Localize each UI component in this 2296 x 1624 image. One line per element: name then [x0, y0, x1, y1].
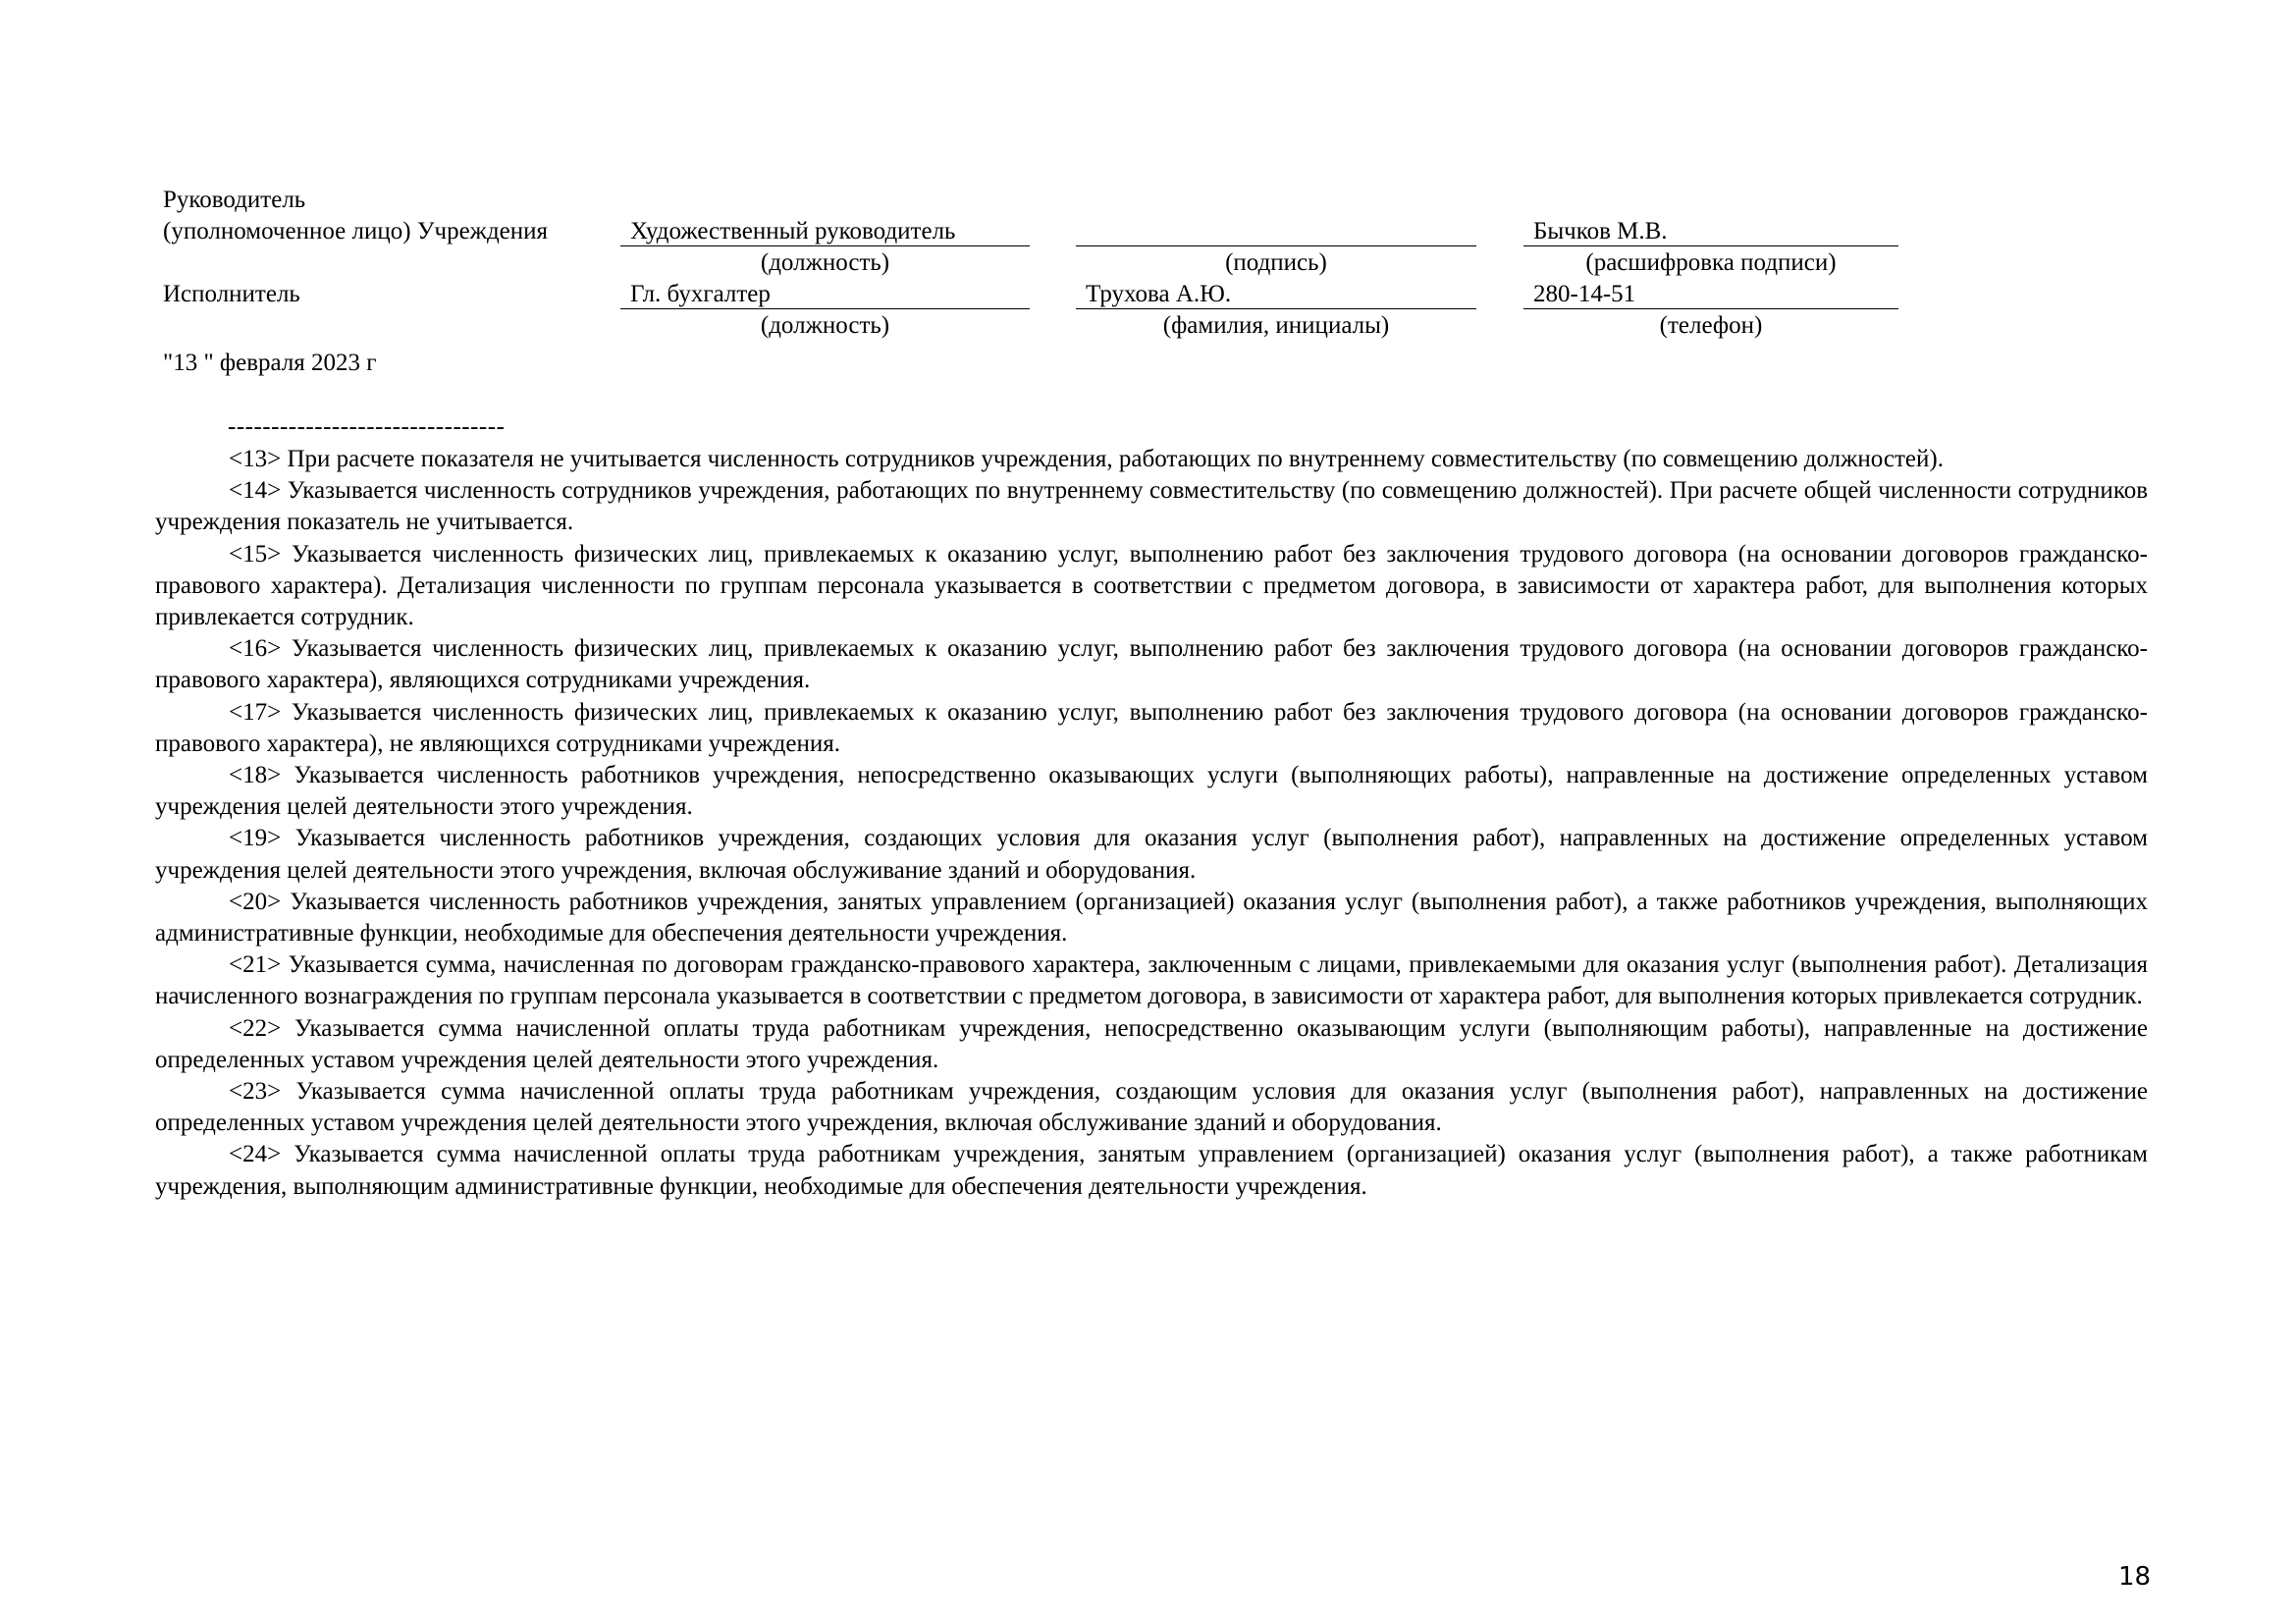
footnote-20: <20> Указывается численность работников учреждения, занятых управлением (организацией) оказания услуг (выполнения работ), а также работников учреждения, выполняющих административные функции, необходимые для обеспечения деятельности учреждения. — [155, 888, 2148, 947]
footnote-16: <16> Указывается численность физических лиц, привлекаемых к оказанию услуг, выполнению работ без заключения трудового договора (на основании договоров гражданско-правового характера), являющихся сотрудниками учреждения. — [155, 635, 2148, 694]
document-date: "13 " февраля 2023 г — [163, 350, 377, 376]
footnote-18: <18> Указывается численность работников учреждения, непосредственно оказывающих услуги (выполняющих работы), направленные на достижение определенных уставом учреждения целей деятельности этого учреждения. — [155, 762, 2148, 821]
footnote-19: <19> Указывается численность работников учреждения, создающих условия для оказания услуг (выполнения работ), направленных на достижение определенных уставом учреждения целей деятельности этого учреждения, включая обслуживание зданий и оборудования. — [155, 825, 2148, 884]
signature-block — [163, 185, 1910, 342]
executor-row — [163, 279, 1910, 310]
footnote-14: <14> Указывается численность сотрудников учреждения, работающих по внутреннему совместительству (по совмещению должностей). При расчете общей численности сотрудников учреждения показатель не учитывается. — [155, 477, 2148, 536]
head-label-line2: (уполномоченное лицо) Учреждения — [163, 218, 549, 244]
head-row — [163, 216, 1910, 247]
footnotes — [155, 444, 2148, 1203]
footnote-17: <17> Указывается численность физических лиц, привлекаемых к оказанию услуг, выполнению работ без заключения трудового договора (на основании договоров гражданско-правового характера), не являющихся сотрудниками учреждения. — [155, 698, 2148, 757]
executor-captions-row — [163, 310, 1910, 342]
footnote-15: <15> Указывается численность физических лиц, привлекаемых к оказанию услуг, выполнению работ без заключения трудового договора (на основании договоров гражданско-правового характера). Детализация численности по группам персонала указывается в соответствии с предметом договора, в зависимости от характера работ, для выполнения которых привлекается сотрудник. — [155, 540, 2148, 631]
footnote-24: <24> Указывается сумма начисленной оплаты труда работникам учреждения, занятым управлением (организацией) оказания услуг (выполнения работ), а также работникам учреждения, выполняющим административные функции, необходимые для обеспечения деятельности учреждения. — [155, 1141, 2148, 1200]
footnote-23: <23> Указывается сумма начисленной оплаты труда работникам учреждения, создающим условия для оказания услуг (выполнения работ), направленных на достижение определенных уставом учреждения целей деятельности этого учреждения, включая обслуживание зданий и оборудования. — [155, 1078, 2148, 1137]
footnote-separator: -------------------------------- — [228, 413, 506, 440]
page-number: 18 — [2118, 1562, 2152, 1592]
executor-name-field: Трухова А.Ю. — [1076, 279, 1476, 309]
head-label-line1: Руководитель — [163, 187, 306, 213]
head-name-field: Бычков М.В. — [1523, 216, 1898, 246]
caption-position-2: (должность) — [760, 312, 890, 339]
caption-decoding: (расшифровка подписи) — [1585, 249, 1837, 276]
head-captions-row — [163, 247, 1910, 279]
caption-fio: (фамилия, инициалы) — [1162, 312, 1390, 339]
executor-label: Исполнитель — [163, 281, 300, 307]
caption-position: (должность) — [760, 249, 890, 276]
footnote-22: <22> Указывается сумма начисленной оплаты труда работникам учреждения, непосредственно оказывающим услуги (выполняющим работы), направленные на достижение определенных уставом учреждения целей деятельности этого учреждения. — [155, 1014, 2148, 1073]
caption-signature: (подпись) — [1225, 249, 1327, 276]
head-position-field: Художественный руководитель — [620, 216, 1030, 246]
footnote-13: <13> При расчете показателя не учитывается численность сотрудников учреждения, работающих по внутреннему совместительству (по совмещению должностей). — [229, 446, 1944, 472]
footnote-21: <21> Указывается сумма, начисленная по договорам гражданско-правового характера, заключенным с лицами, привлекаемыми для оказания услуг (выполнения работ). Детализация начисленного вознаграждения по группам персонала указывается в соответствии с предметом договора, в зависимости от характера работ, для выполнения которых привлекается сотрудник. — [155, 951, 2148, 1010]
executor-position-field: Гл. бухгалтер — [620, 279, 1030, 309]
head-signature-field — [1076, 216, 1476, 246]
caption-phone: (телефон) — [1659, 312, 1763, 339]
executor-phone-field: 280-14-51 — [1523, 279, 1898, 309]
head-label-row — [163, 185, 1910, 216]
